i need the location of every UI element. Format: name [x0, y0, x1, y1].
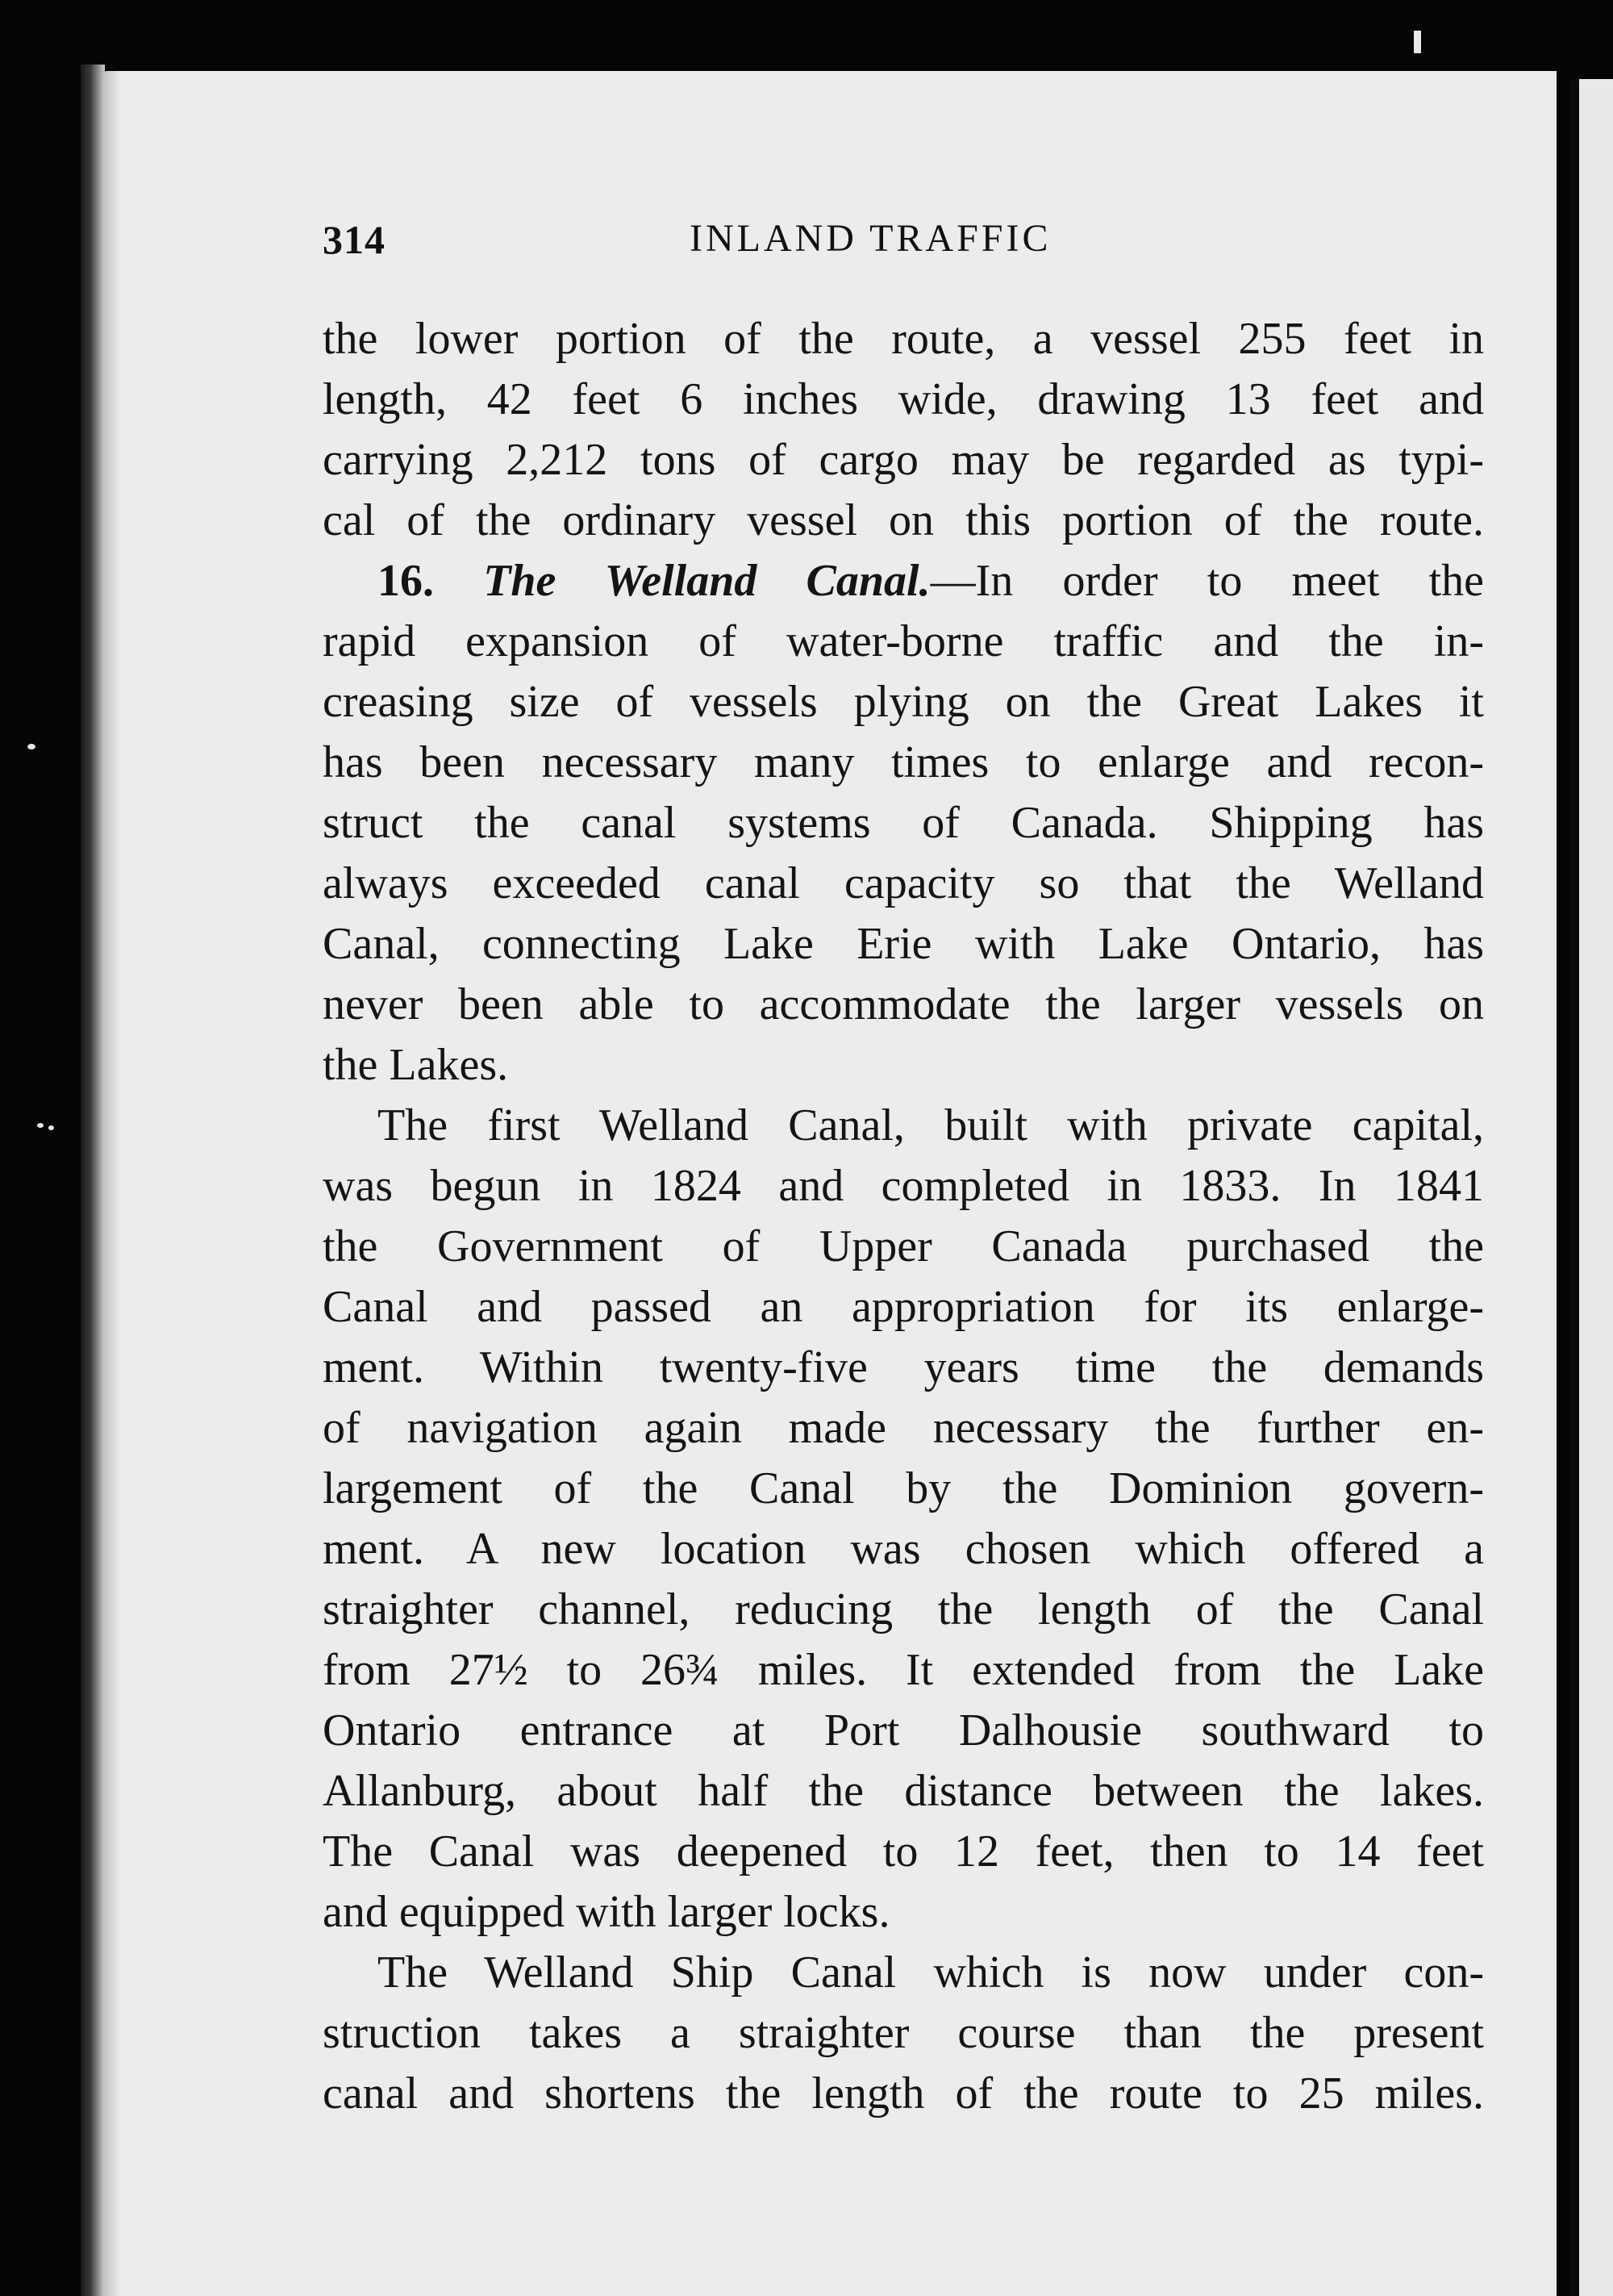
text-line: never been able to accommodate the larger vessels on	[323, 979, 1484, 1029]
text-line: always exceeded canal capacity so that the Welland	[323, 858, 1484, 908]
text-line: largement of the Canal by the Dominion govern-	[323, 1463, 1484, 1513]
text-run: —In order to meet the	[930, 556, 1484, 606]
scan-speck	[48, 1125, 54, 1130]
section-title: The Welland Canal.	[483, 556, 931, 606]
text-line: The Welland Ship Canal which is now under con-	[377, 1947, 1484, 1998]
section-number: 16.	[377, 556, 434, 606]
section-heading-line	[323, 551, 1484, 612]
text-line: The first Welland Canal, built with private capital,	[377, 1100, 1484, 1150]
text-line: straighter channel, reducing the length of the Canal	[323, 1584, 1484, 1634]
facing-page-edge	[1569, 79, 1613, 2296]
film-mark	[1414, 31, 1421, 53]
text-line: and equipped with larger locks.	[323, 1887, 890, 1937]
text-line: Canal, connecting Lake Erie with Lake Ontario, has	[323, 919, 1484, 969]
text-line: of navigation again made necessary the further en-	[323, 1403, 1484, 1453]
text-line: The Canal was deepened to 12 feet, then to 14 feet	[323, 1826, 1484, 1876]
text-line: cal of the ordinary vessel on this portion of the route.	[323, 495, 1484, 545]
body-text	[323, 309, 1484, 2124]
page-binding-edge	[81, 65, 105, 2296]
running-head: INLAND TRAFFIC	[690, 217, 1052, 260]
text-line: Ontario entrance at Port Dalhousie southward to	[323, 1705, 1484, 1755]
gutter-shadow	[103, 71, 121, 2296]
text-line: ment. A new location was chosen which offered a	[323, 1524, 1484, 1574]
text-line: carrying 2,212 tons of cargo may be regarded as typi-	[323, 435, 1484, 485]
page-number: 314	[323, 217, 386, 262]
text-line: struction takes a straighter course than the present	[323, 2008, 1484, 2058]
scan-speck	[27, 744, 35, 749]
text-line: ment. Within twenty-five years time the demands	[323, 1342, 1484, 1392]
scan-speck	[37, 1123, 44, 1128]
text-line: was begun in 1824 and completed in 1833. In 1841	[323, 1161, 1484, 1211]
text-line: from 27½ to 26¾ miles. It extended from the Lake	[323, 1645, 1484, 1695]
text-line: the lower portion of the route, a vessel 255 feet in	[323, 314, 1484, 364]
text-line: length, 42 feet 6 inches wide, drawing 13 feet and	[323, 374, 1484, 424]
text-line: rapid expansion of water-borne traffic and the in-	[323, 616, 1484, 666]
text-line: the Government of Upper Canada purchased the	[323, 1221, 1484, 1271]
text-line: the Lakes.	[323, 1040, 509, 1090]
text-line: has been necessary many times to enlarge and recon-	[323, 737, 1484, 787]
text-line: Canal and passed an appropriation for its enlarge-	[323, 1282, 1484, 1332]
text-line: creasing size of vessels plying on the Great Lakes it	[323, 677, 1484, 727]
text-line: struct the canal systems of Canada. Shipping has	[323, 798, 1484, 848]
text-line: Allanburg, about half the distance between the lakes.	[323, 1766, 1484, 1816]
page-header	[323, 216, 1484, 273]
text-line: canal and shortens the length of the route to 25 miles.	[323, 2068, 1484, 2119]
